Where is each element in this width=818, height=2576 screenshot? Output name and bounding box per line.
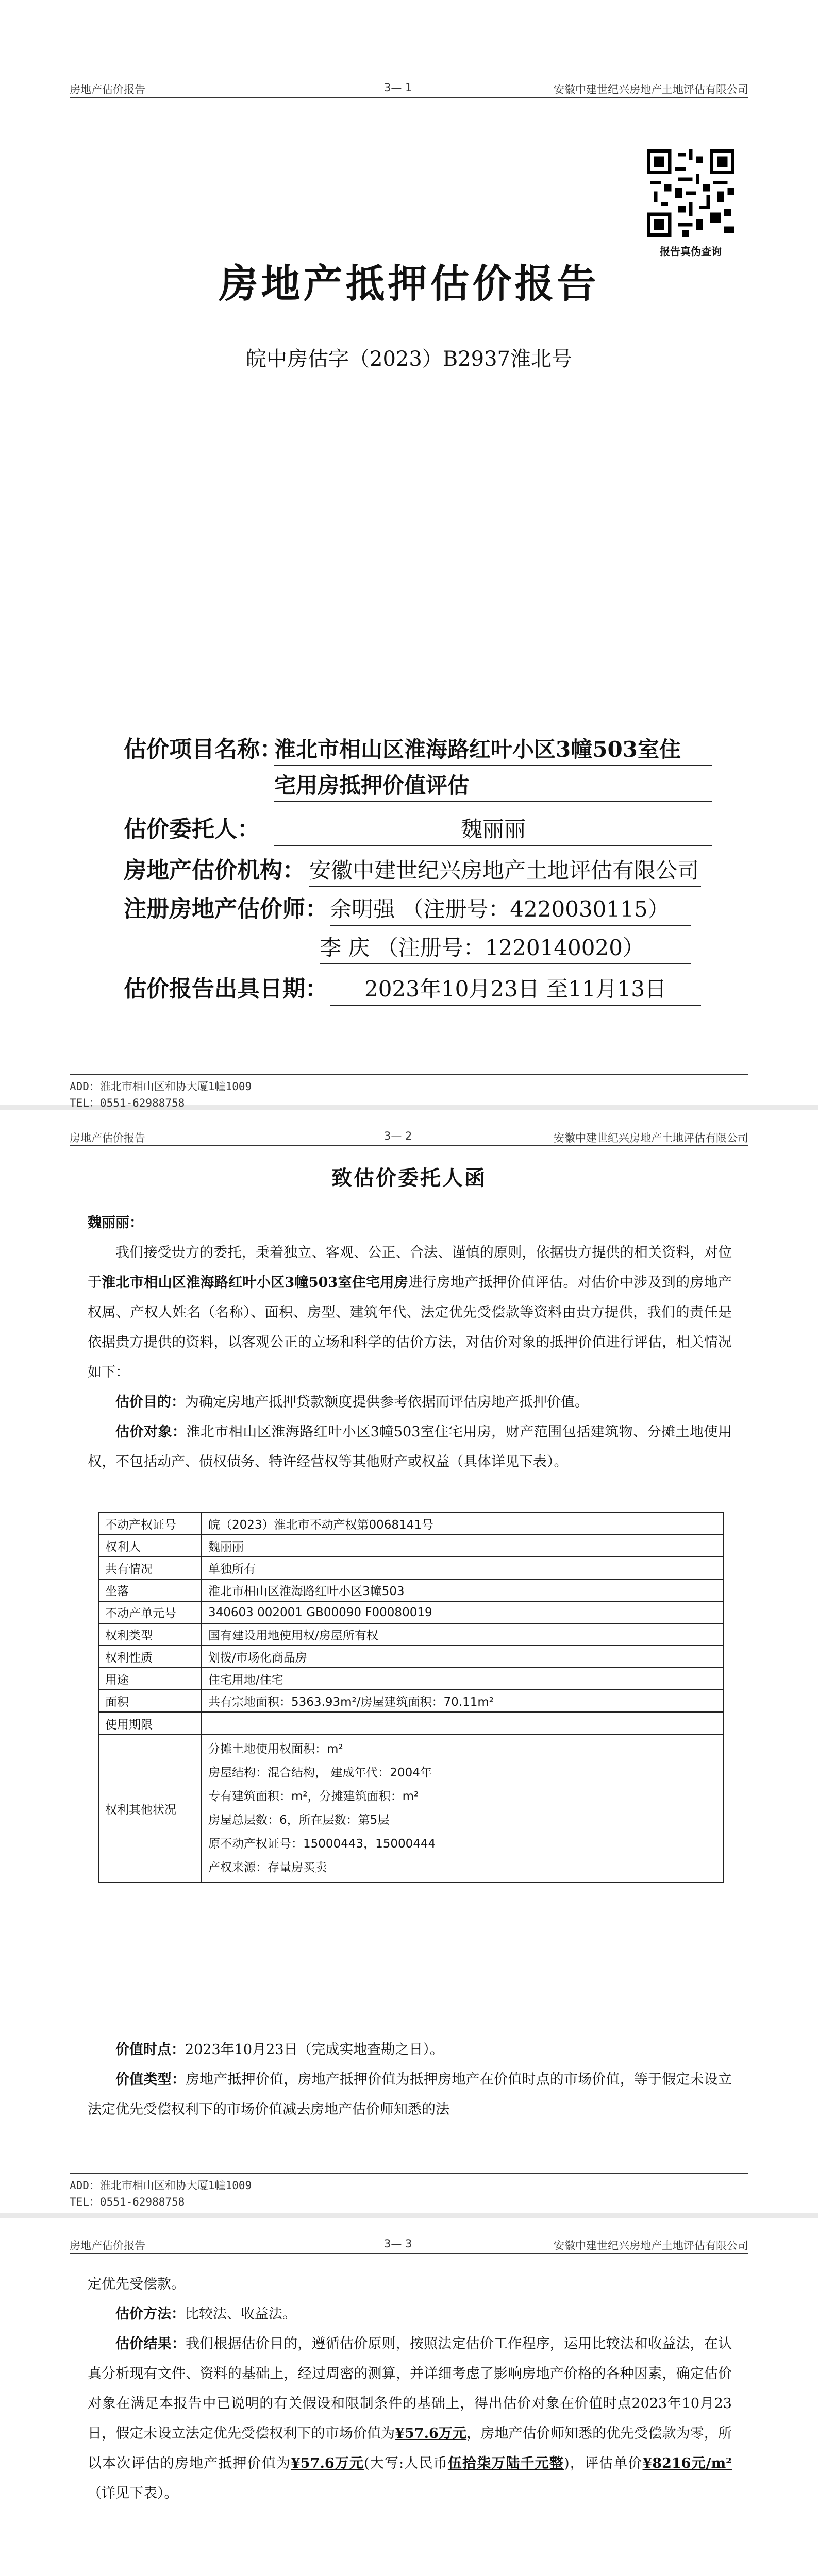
appraiser-label: 注册房地产估价师： — [124, 896, 328, 922]
intro-paragraph: 我们接受贵方的委托，秉着独立、客观、公正、合法、谨慎的原则，依据贵方提供的相关资料，对位于淮北市相山区淮海路红叶小区3幢503室住宅用房进行房地产抵押价值评估。对估价中涉及到的房地产权属、产权人姓名（名称）、面积、房型、建筑年代、法定优先受偿款等资料由贵方提供，我们的责任是依据贵方提供的资料，以客观公正的立场和科学的估价方法，对估价对象的抵押价值进行评估，相关情况如下： — [88, 1245, 732, 1380]
valuetype-continued: 定优先受偿款。 — [88, 2276, 185, 2292]
qr-code[interactable] — [647, 149, 734, 237]
table-row: 共有情况 单独所有 — [98, 1557, 724, 1579]
table-row: 不动产权证号 皖（2023）淮北市不动产权第0068141号 — [98, 1513, 724, 1535]
page-footer — [70, 1074, 748, 1111]
project-name-value-2: 宅用房抵押价值评估 — [274, 770, 712, 802]
letter-page-1 — [0, 1110, 818, 2213]
cover-page — [0, 0, 818, 1109]
table-row: 不动产单元号 340603 002001 GB00090 F00080019 — [98, 1601, 724, 1623]
salutation: 魏丽丽： — [88, 1215, 143, 1231]
page-header — [70, 1126, 748, 1146]
table-row: 坐落 淮北市相山区淮海路红叶小区3幢503 — [98, 1579, 724, 1601]
header-left: 房地产估价报告 — [70, 83, 145, 96]
report-date-value: 2023年10月23日 至11月13日 — [330, 974, 701, 1006]
page-footer — [70, 2173, 748, 2210]
object-paragraph: 估价对象：淮北市相山区淮海路红叶小区3幢503室住宅用房，财产范围包括建筑物、分摊土地使用权，不包括动产、债权债务、特许经营权等其他财产或权益（具体详见下表）。 — [88, 1424, 732, 1470]
page-header — [70, 2233, 748, 2254]
valuedate-paragraph: 价值时点：2023年10月23日（完成实地查勘之日）。 — [115, 2042, 444, 2058]
letter-body — [88, 1208, 732, 1477]
header-left: 房地产估价报告 — [70, 2240, 145, 2252]
qr-caption: 报告真伪查询 — [660, 245, 722, 258]
appraiser-1: 余明强 （注册号：4220030115） — [330, 894, 691, 926]
letter-body-2 — [88, 2035, 732, 2125]
header-company: 安徽中建世纪兴房地产土地评估有限公司 — [554, 83, 748, 96]
report-date-label: 估价报告出具日期： — [124, 976, 328, 1002]
table-row: 用途 住宅用地/住宅 — [98, 1668, 724, 1690]
letter-page-2 — [0, 2218, 818, 2576]
header-company: 安徽中建世纪兴房地产土地评估有限公司 — [554, 1132, 748, 1144]
agency-label: 房地产估价机构： — [124, 857, 305, 884]
table-row: 面积 共有宗地面积：5363.93m²/房屋建筑面积：70.11m² — [98, 1690, 724, 1712]
header-company: 安徽中建世纪兴房地产土地评估有限公司 — [554, 2240, 748, 2252]
client-label: 估价委托人： — [124, 816, 260, 842]
appraiser-2: 李 庆 （注册号：1220140020） — [320, 933, 691, 964]
footer-tel: TEL：0551-62988758 — [70, 1097, 185, 1109]
report-title: 房地产抵押估价报告 — [219, 261, 599, 307]
method-paragraph: 估价方法：比较法、收益法。 — [115, 2306, 296, 2322]
table-row: 权利人 魏丽丽 — [98, 1535, 724, 1557]
agency-value: 安徽中建世纪兴房地产土地评估有限公司 — [309, 855, 701, 887]
header-page-no: 3— 2 — [384, 1130, 412, 1142]
project-name-label: 估价项目名称： — [124, 736, 282, 762]
purpose-paragraph: 估价目的：为确定房地产抵押贷款额度提供参考依据而评估房地产抵押价值。 — [115, 1394, 589, 1410]
letter-title: 致估价委托人函 — [331, 1166, 487, 1190]
table-row: 权利性质 划拨/市场化商品房 — [98, 1646, 724, 1668]
client-value: 魏丽丽 — [274, 814, 712, 846]
valuetype-paragraph: 价值类型：房地产抵押价值，房地产抵押价值为抵押房地产在价值时点的市场价值，等于假定未设立法定优先受偿权利下的市场价值减去房地产估价师知悉的法 — [88, 2072, 732, 2117]
footer-address: ADD：淮北市相山区和协大厦1幢1009 — [70, 1080, 252, 1093]
table-row: 使用期限 — [98, 1712, 724, 1735]
table-row: 权利其他状况 分摊土地使用权面积：m² 房屋结构：混合结构， 建成年代：2004年 专有建筑面积：m²，分摊建筑面积：m² 房屋总层数：6，所在层数：第5层 原不动产权证号：15000443，15000444 产权来源：存量房买卖 — [98, 1735, 724, 1882]
header-page-no: 3— 3 — [384, 2238, 412, 2250]
header-page-no: 3— 1 — [384, 81, 412, 94]
project-name-value-1: 淮北市相山区淮海路红叶小区3幢503室住 — [274, 734, 712, 766]
report-number: 皖中房估字（2023）B2937淮北号 — [246, 347, 572, 371]
page-header — [70, 77, 748, 98]
table-row: 权利类型 国有建设用地使用权/房屋所有权 — [98, 1623, 724, 1646]
result-paragraph: 估价结果：我们根据估价目的，遵循估价原则，按照法定估价工作程序，运用比较法和收益法，在认真分析现有文件、资料的基础上，经过周密的测算，并详细考虑了影响房地产价格的各种因素，确定估价对象在满足本报告中已说明的有关假设和限制条件的基础上，得出估价对象在价值时点2023年10月23日，假定未设立法定优先受偿权利下的市场价值为¥57.6万元，房地产估价师知悉的优先受偿款为零，所以本次评估的房地产抵押价值为¥57.6万元(大写:人民币伍拾柒万陆千元整)，评估单价¥8216元/m²（详见下表）。 — [88, 2336, 732, 2501]
property-table — [98, 1512, 724, 1883]
footer-address: ADD：淮北市相山区和协大厦1幢1009 — [70, 2179, 252, 2192]
letter-body-3 — [88, 2269, 732, 2509]
header-left: 房地产估价报告 — [70, 1132, 145, 1144]
footer-tel: TEL：0551-62988758 — [70, 2196, 185, 2208]
